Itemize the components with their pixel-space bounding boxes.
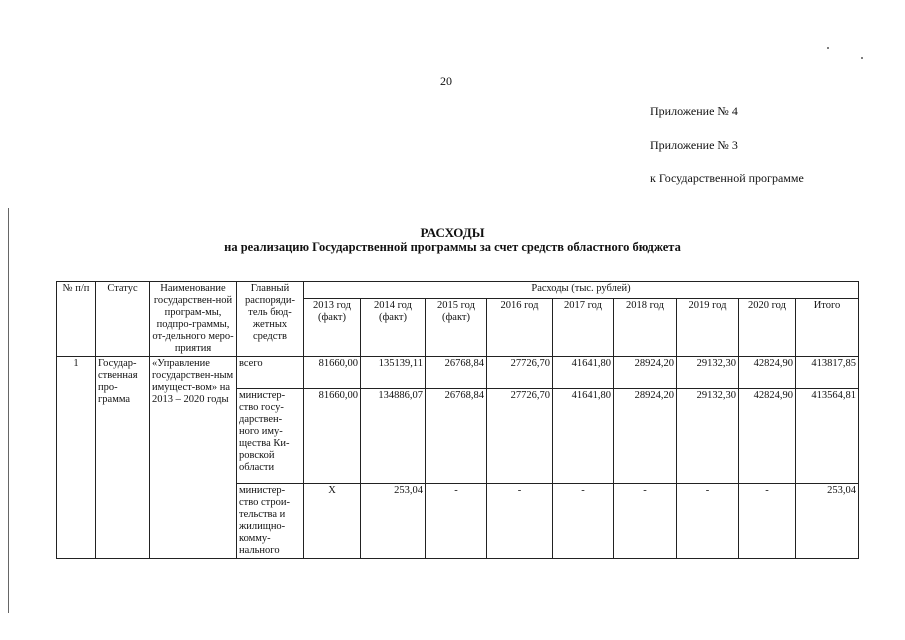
scan-speck xyxy=(827,47,829,49)
header-year: 2013 год (факт) xyxy=(304,299,361,357)
value-cell: - xyxy=(739,484,796,559)
value-cell: 253,04 xyxy=(361,484,426,559)
program-num: 1 xyxy=(57,357,96,559)
document-title: РАСХОДЫ xyxy=(420,225,485,240)
header-num: № п/п xyxy=(57,282,96,357)
program-status: Государ-ственная про-грамма xyxy=(96,357,150,559)
expenses-table xyxy=(56,281,859,559)
header-year: 2018 год xyxy=(614,299,677,357)
header-total: Итого xyxy=(796,299,859,357)
value-cell: 26768,84 xyxy=(426,389,487,484)
header-year: 2015 год (факт) xyxy=(426,299,487,357)
value-cell: - xyxy=(614,484,677,559)
header-year: 2017 год xyxy=(553,299,614,357)
appendix-line-3: к Государственной программе xyxy=(650,171,804,185)
value-cell: 42824,90 xyxy=(739,357,796,389)
value-cell: 135139,11 xyxy=(361,357,426,389)
value-cell: 81660,00 xyxy=(304,389,361,484)
value-cell: - xyxy=(553,484,614,559)
table-row xyxy=(57,357,859,389)
value-cell: Х xyxy=(304,484,361,559)
value-cell-total: 253,04 xyxy=(796,484,859,559)
value-cell: 29132,30 xyxy=(677,389,739,484)
value-cell: - xyxy=(487,484,553,559)
page-number: 20 xyxy=(440,74,452,88)
value-cell: 29132,30 xyxy=(677,357,739,389)
appendix-line-2: Приложение № 3 xyxy=(650,138,738,152)
header-year: 2020 год xyxy=(739,299,796,357)
manager-cell: министер-ство госу-дарствен-ного иму-щества Ки-ровской области xyxy=(237,389,304,484)
table-header-row xyxy=(57,282,859,299)
value-cell: 81660,00 xyxy=(304,357,361,389)
document-subtitle: на реализацию Государственной программы за счет средств областного бюджета xyxy=(224,240,681,254)
value-cell: 28924,20 xyxy=(614,389,677,484)
value-cell: 41641,80 xyxy=(553,357,614,389)
value-cell: 28924,20 xyxy=(614,357,677,389)
value-cell: 27726,70 xyxy=(487,389,553,484)
header-year: 2019 год xyxy=(677,299,739,357)
value-cell: 41641,80 xyxy=(553,389,614,484)
program-name: «Управление государствен-ным имущест-вом» на 2013 – 2020 годы xyxy=(150,357,237,559)
value-cell: 134886,07 xyxy=(361,389,426,484)
header-manager: Главный распоряди-тель бюд-жетных средств xyxy=(237,282,304,357)
appendix-line-1: Приложение № 4 xyxy=(650,104,738,118)
manager-cell: министер-ство строи-тельства и жилищно-комму-нального xyxy=(237,484,304,559)
value-cell-total: 413564,81 xyxy=(796,389,859,484)
header-expenses-group: Расходы (тыс. рублей) xyxy=(304,282,859,299)
value-cell: 42824,90 xyxy=(739,389,796,484)
manager-cell: всего xyxy=(237,357,304,389)
value-cell: - xyxy=(677,484,739,559)
value-cell: 26768,84 xyxy=(426,357,487,389)
value-cell: - xyxy=(426,484,487,559)
header-year: 2016 год xyxy=(487,299,553,357)
header-name: Наименование государствен-ной програм-мы, подпро-граммы, от-дельного меро-приятия xyxy=(150,282,237,357)
scan-edge-line xyxy=(8,208,9,613)
value-cell-total: 413817,85 xyxy=(796,357,859,389)
header-year: 2014 год (факт) xyxy=(361,299,426,357)
value-cell: 27726,70 xyxy=(487,357,553,389)
header-status: Статус xyxy=(96,282,150,357)
scan-speck xyxy=(861,57,863,59)
